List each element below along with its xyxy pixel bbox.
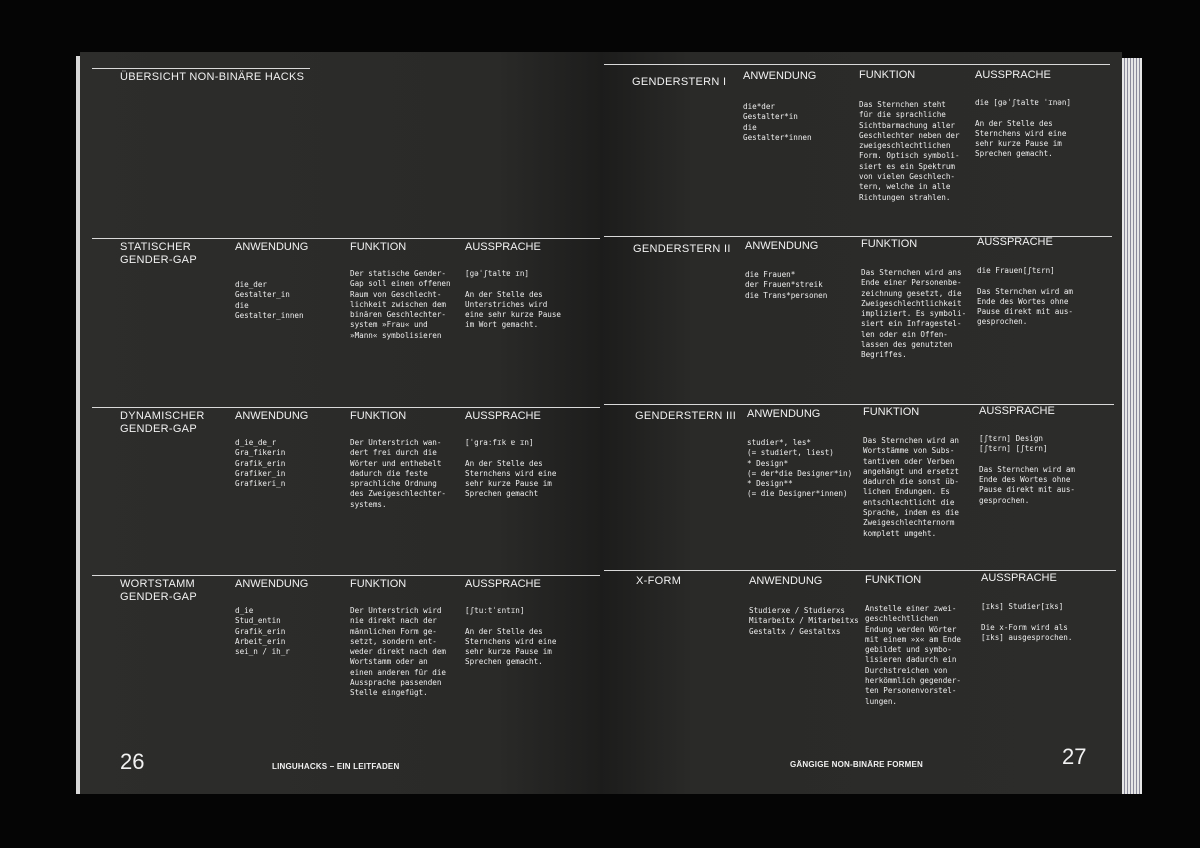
anwendung-text: die Frauen* der Frauen*streik die Trans*personen [745,270,828,300]
column-header-funktion: FUNKTION [350,578,407,590]
page-number: 27 [1062,744,1087,769]
page-stack-edges [1122,58,1142,794]
column-header-funktion: FUNKTION [861,238,918,250]
anwendung-text: die*der Gestalter*in die Gestalter*innen [743,102,812,142]
funktion-text: Das Sternchen wird an Wortstämme von Subs- tantiven oder Verben angehängt und ersetzt dadurch die sonst üb- lichen Endungen. Es entschlechtlicht die Sprache, indem es die Zweigeschlechternorm komplett umgeht. [863,436,960,538]
column-header-funktion: FUNKTION [350,241,407,253]
section-title: DYNAMISCHER GENDER-GAP [120,410,205,435]
section-rule [92,238,600,239]
section-rule [604,64,1110,65]
column-header-anwendung: ANWENDUNG [747,408,821,420]
anwendung-text: studier*, les* (= studiert, liest) * Design* (= der*die Designer*in) * Design** (= die Designer*innen) [747,438,853,499]
column-header-anwendung: ANWENDUNG [745,240,819,252]
funktion-text: Der Unterstrich wird nie direkt nach der männlichen Form ge- setzt, sondern ent- weder direkt nach dem Wortstamm oder an einen anderen für die Aussprache passenden Stelle eingefügt. [350,606,447,698]
aussprache-text: [ʃtuːtˈɛntɪn] An der Stelle des Sternchens wird eine sehr kurze Pause im Sprechen gemacht. [465,606,557,667]
section-title: GENDERSTERN I [632,76,727,88]
aussprache-text: die Frauen[ʃtɛrn] Das Sternchen wird am Ende des Wortes ohne Pause direkt mit aus- gesprochen. [977,266,1074,327]
section-rule [604,570,1116,571]
column-header-funktion: FUNKTION [865,574,922,586]
anwendung-text: d_ie_de_r Gra_fikerin Grafik_erin Grafiker_in Grafikeri_n [235,438,286,489]
column-header-aussprache: AUSSPRACHE [465,410,541,422]
column-header-anwendung: ANWENDUNG [743,70,817,82]
section-title: X-FORM [636,575,682,587]
funktion-text: Der statische Gender- Gap soll einen offenen Raum von Geschlecht- lichkeit zwischen dem binären Geschlechter- system »Frau« und »Mann« symbolisieren [350,269,451,340]
section-title: GENDERSTERN II [633,243,731,255]
column-header-aussprache: AUSSPRACHE [977,236,1053,248]
funktion-text: Anstelle einer zwei- geschlechtlichen Endung werden Wörter mit einem »x« am Ende gebildet und symbo- lisieren dadurch ein Durchstreichen von herkömmlich gegender- ten Personenvorstel- lungen. [865,604,962,706]
column-header-funktion: FUNKTION [350,410,407,422]
aussprache-text: [ɪks] Studier[ɪks] Die x-Form wird als [ɪks] ausgesprochen. [981,602,1073,642]
running-title: LINGUHACKS – EIN LEITFADEN [272,762,400,771]
running-title: GÄNGIGE NON-BINÄRE FORMEN [790,760,923,769]
funktion-text: Das Sternchen wird ans Ende einer Personenbe- zeichnung gesetzt, die Zweigeschlechtlichkeit impliziert. Es symboli- siert ein Infragestel- len oder ein Offen- lassen des genutzten Begriffes. [861,268,967,360]
aussprache-text: [gəˈʃtaltɐ ɪn] An der Stelle des Unterstriches wird eine sehr kurze Pause im Wort gemacht. [465,269,562,330]
page-number: 26 [120,749,145,774]
overview-heading: ÜBERSICHT NON-BINÄRE HACKS [120,71,305,83]
column-header-funktion: FUNKTION [863,406,920,418]
section-title: GENDERSTERN III [635,410,737,422]
column-header-aussprache: AUSSPRACHE [465,578,541,590]
section-title: WORTSTAMM GENDER-GAP [120,578,197,603]
anwendung-text: d_ie Stud_entin Grafik_erin Arbeit_erin sei_n / ih_r [235,606,290,657]
column-header-anwendung: ANWENDUNG [235,241,309,253]
section-rule [92,575,600,576]
right-page [600,52,1122,794]
left-page [80,52,600,794]
anwendung-text: Studierxe / Studierxs Mitarbeitx / Mitarbeitxs Gestaltx / Gestaltxs [749,606,859,636]
section-title: STATISCHER GENDER-GAP [120,241,197,266]
section-rule [92,407,600,408]
column-header-aussprache: AUSSPRACHE [975,69,1051,81]
aussprache-text: die [gəˈʃtaltɐ ˈɪnən] An der Stelle des Sternchens wird eine sehr kurze Pause im Sprechen gemacht. [975,98,1072,159]
column-header-anwendung: ANWENDUNG [749,575,823,587]
aussprache-text: [ʃtɛrn] Design [ʃtɛrn] [ʃtɛrn] Das Sternchen wird am Ende des Wortes ohne Pause direkt mit aus- gesprochen. [979,434,1076,505]
column-header-aussprache: AUSSPRACHE [981,572,1057,584]
column-header-aussprache: AUSSPRACHE [465,241,541,253]
column-header-anwendung: ANWENDUNG [235,410,309,422]
column-header-funktion: FUNKTION [859,69,916,81]
column-header-anwendung: ANWENDUNG [235,578,309,590]
anwendung-text: die_der Gestalter_in die Gestalter_innen [235,280,304,320]
heading-rule [92,68,310,69]
column-header-aussprache: AUSSPRACHE [979,405,1055,417]
aussprache-text: [ˈgraːfɪk ɐ ɪn] An der Stelle des Sternchens wird eine sehr kurze Pause im Sprechen gemacht [465,438,557,499]
funktion-text: Das Sternchen steht für die sprachliche Sichtbarmachung aller Geschlechter neben der zweigeschlechtlichen Form. Optisch symboli- siert es ein Spektrum von vielen Geschlech- tern, welche in alle Richtungen strahlen. [859,100,960,202]
funktion-text: Der Unterstrich wan- dert frei durch die Wörter und enthebelt dadurch die feste sprachliche Ordnung des Zweigeschlechter- systems. [350,438,447,509]
